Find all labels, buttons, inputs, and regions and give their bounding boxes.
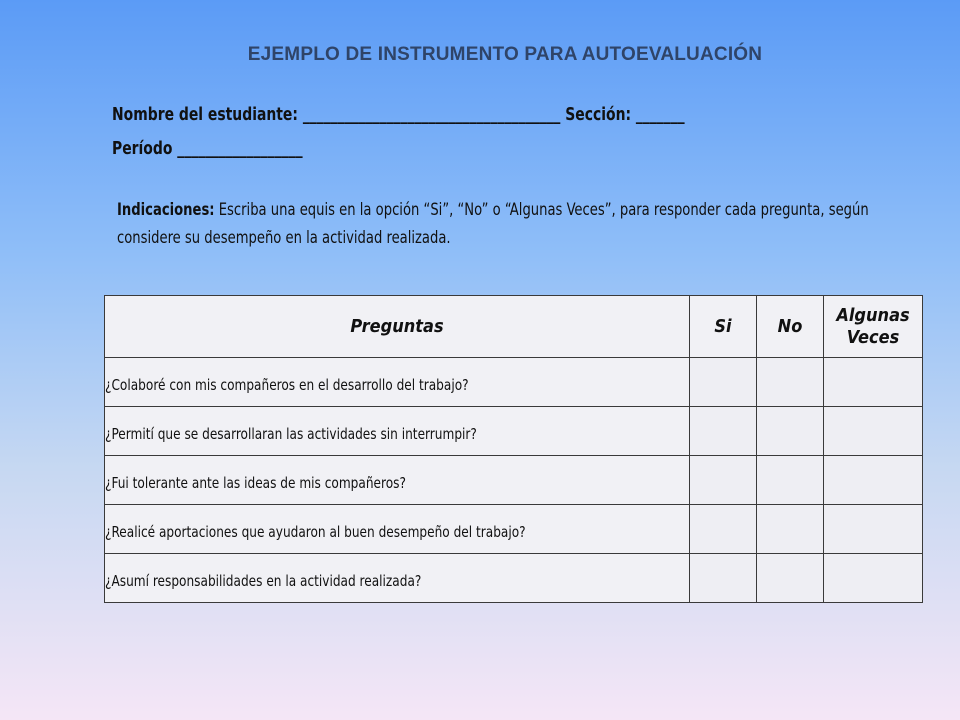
question-cell	[105, 358, 690, 407]
instructions-label: Indicaciones:	[117, 200, 215, 220]
answer-no-cell[interactable]	[757, 505, 824, 554]
answer-yes-cell[interactable]	[690, 554, 757, 603]
question-text: ¿Colaboré con mis compañeros en el desarrollo del trabajo?	[105, 375, 469, 394]
question-text: ¿Fui tolerante ante las ideas de mis compañeros?	[105, 473, 406, 492]
answer-sometimes-cell[interactable]	[824, 456, 923, 505]
question-text: ¿Permití que se desarrollaran las actividades sin interrumpir?	[105, 424, 477, 443]
question-cell	[105, 407, 690, 456]
question-cell	[105, 456, 690, 505]
student-name-label: Nombre del estudiante:	[112, 104, 298, 125]
answer-yes-cell[interactable]	[690, 505, 757, 554]
answer-sometimes-cell[interactable]	[824, 358, 923, 407]
student-name-blank[interactable]: _____________________________________	[302, 104, 561, 125]
question-text: ¿Realicé aportaciones que ayudaron al buen desempeño del trabajo?	[105, 522, 526, 541]
answer-yes-cell[interactable]	[690, 358, 757, 407]
header-yes: Si	[690, 296, 757, 358]
table-row	[105, 407, 923, 456]
answer-sometimes-cell[interactable]	[824, 554, 923, 603]
self-assessment-table	[104, 295, 923, 603]
table-row	[105, 358, 923, 407]
answer-sometimes-cell[interactable]	[824, 505, 923, 554]
table-row	[105, 505, 923, 554]
period-line	[112, 138, 303, 159]
instructions-text: Escriba una equis en la opción “Si”, “No” o “Algunas Veces”, para responder cada pregunta, según considere su desempeño en la actividad realizada.	[117, 200, 869, 248]
section-blank[interactable]: _______	[635, 104, 685, 125]
answer-yes-cell[interactable]	[690, 407, 757, 456]
section-label: Sección:	[565, 104, 632, 125]
answer-no-cell[interactable]	[757, 407, 824, 456]
page-title: EJEMPLO DE INSTRUMENTO PARA AUTOEVALUACIÓN	[247, 44, 763, 65]
table-header-row	[105, 296, 923, 358]
answer-no-cell[interactable]	[757, 358, 824, 407]
question-cell	[105, 505, 690, 554]
table-row	[105, 554, 923, 603]
header-sometimes: Algunas Veces	[824, 296, 923, 358]
question-cell	[105, 554, 690, 603]
period-blank[interactable]: __________________	[177, 138, 303, 159]
answer-no-cell[interactable]	[757, 554, 824, 603]
table-row	[105, 456, 923, 505]
answer-no-cell[interactable]	[757, 456, 824, 505]
period-label: Período	[112, 138, 173, 159]
header-questions: Preguntas	[105, 296, 690, 358]
header-no: No	[757, 296, 824, 358]
answer-sometimes-cell[interactable]	[824, 407, 923, 456]
question-text: ¿Asumí responsabilidades en la actividad realizada?	[105, 571, 422, 590]
student-name-line	[112, 104, 685, 125]
answer-yes-cell[interactable]	[690, 456, 757, 505]
instructions	[117, 196, 874, 252]
